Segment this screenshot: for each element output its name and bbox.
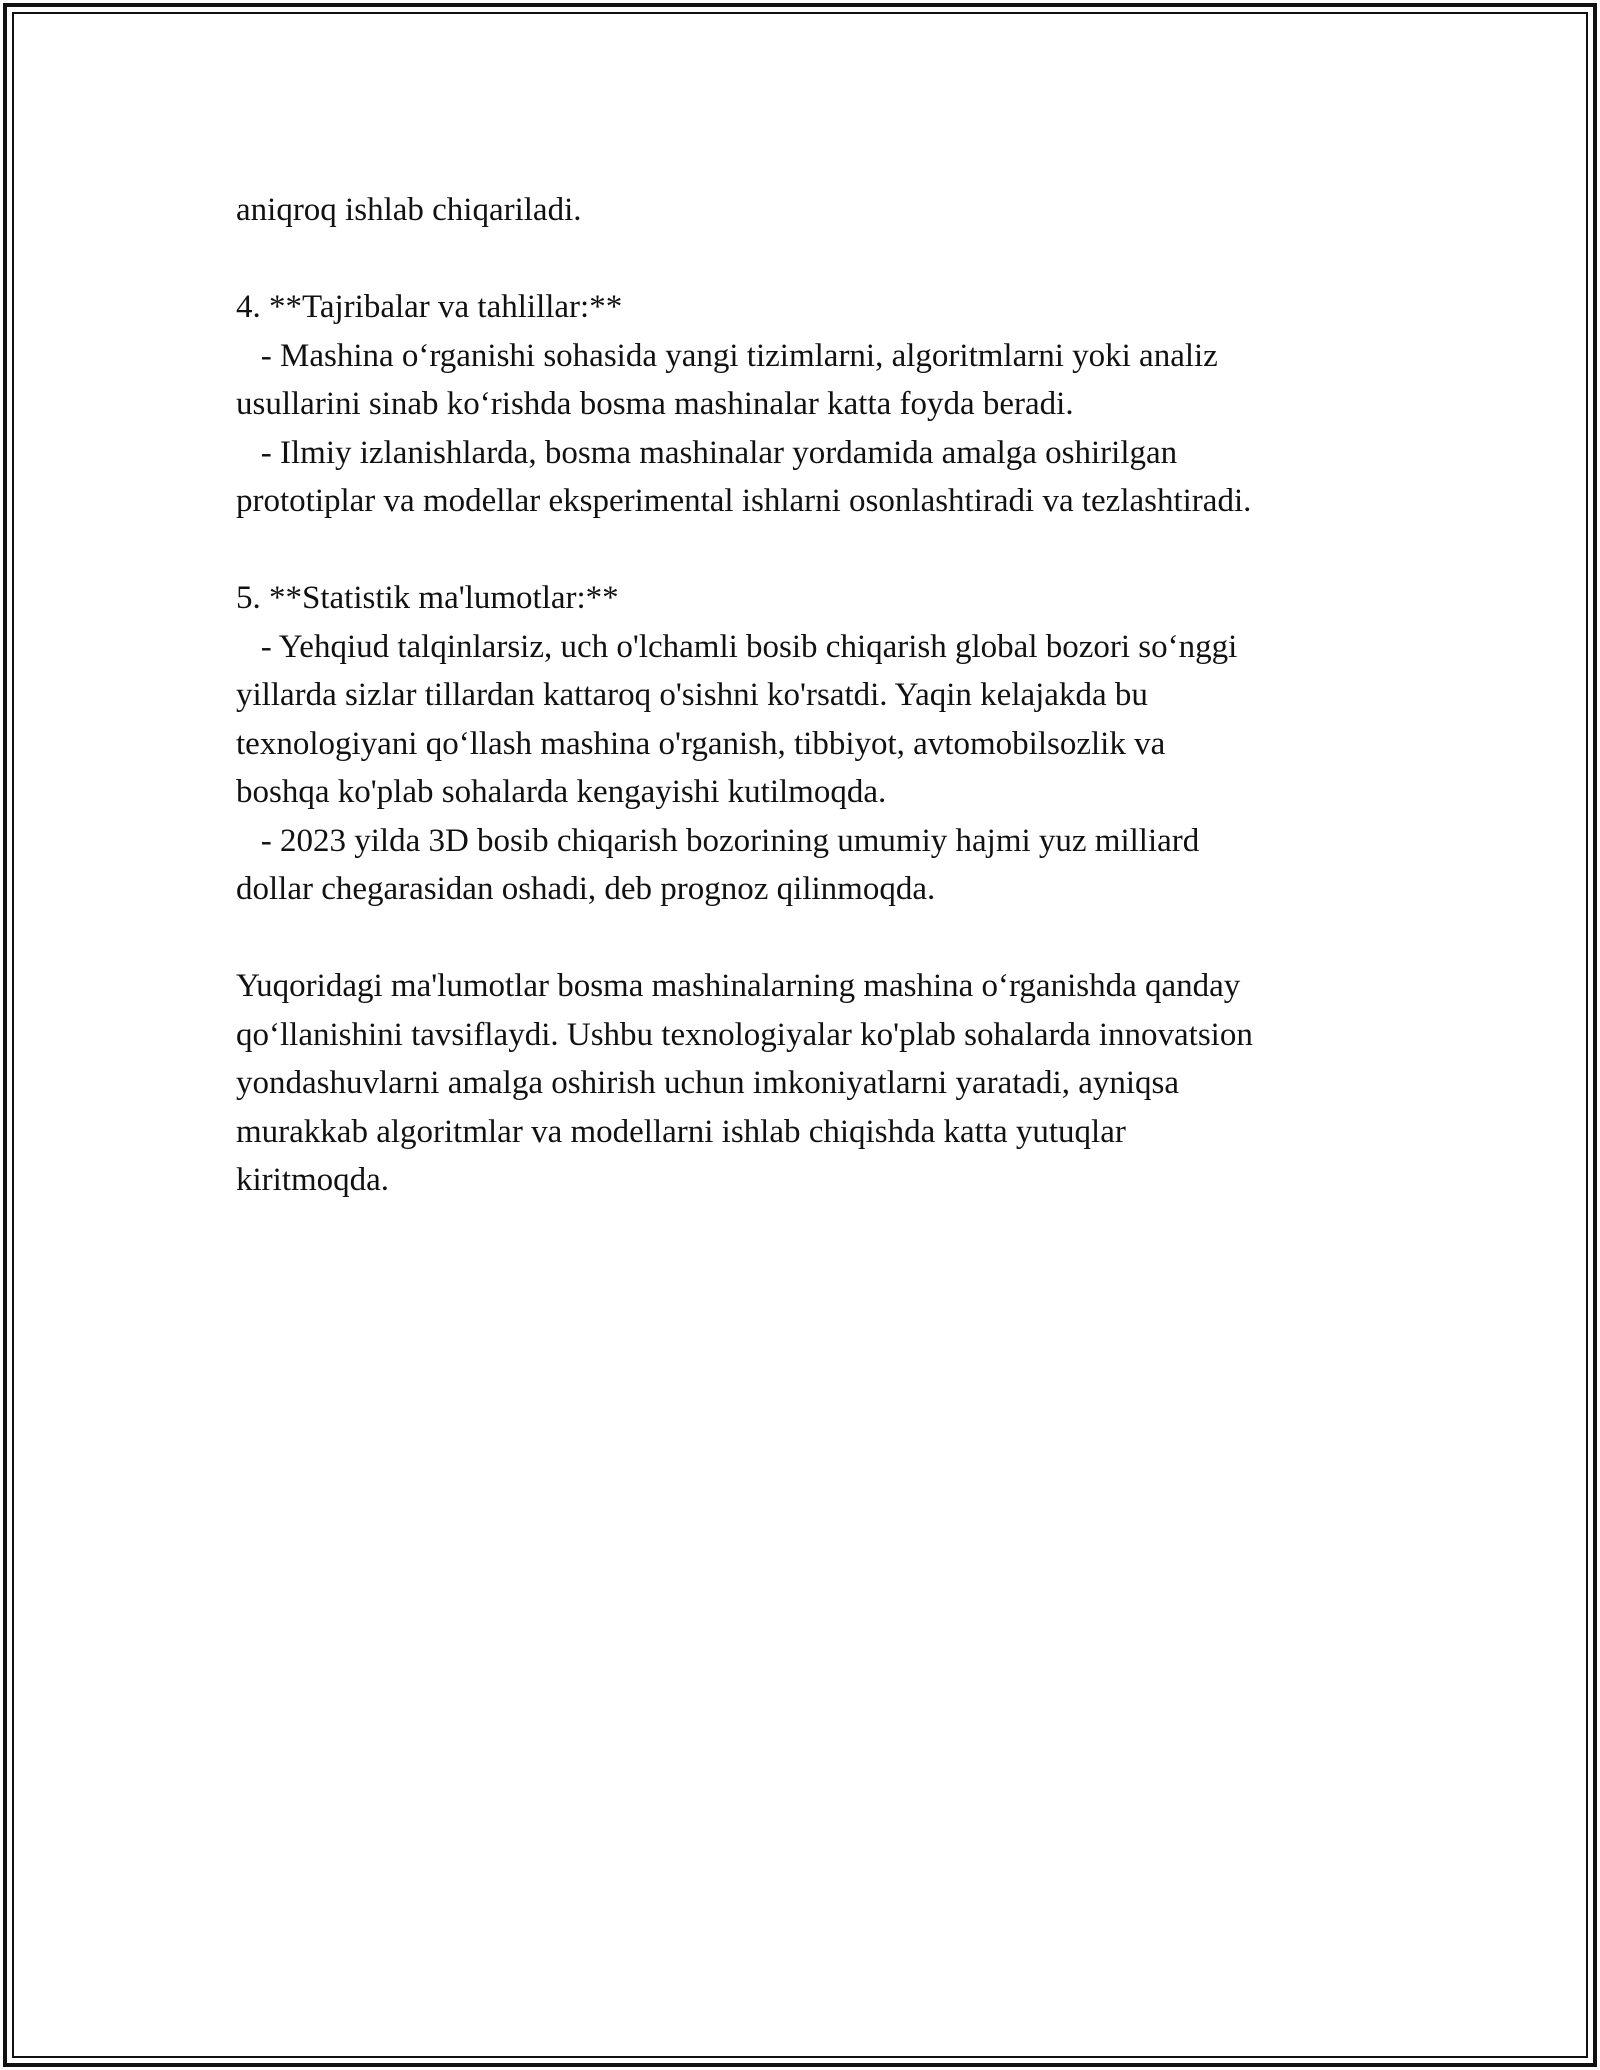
conclusion-line: murakkab algoritmlar va modellarni ishlab chiqishda katta yutuqlar bbox=[236, 1113, 1126, 1150]
section-4-heading: 4. **Tajribalar va tahlillar:** bbox=[236, 289, 623, 325]
paragraph-gap bbox=[236, 914, 1386, 963]
conclusion-line: kiritmoqda. bbox=[236, 1162, 390, 1198]
section-4-line: - Ilmiy izlanishlarda, bosma mashinalar yordamida amalga oshirilgan bbox=[236, 434, 1178, 471]
section-4-line: usullarini sinab ko‘rishda bosma mashinalar katta foyda beradi. bbox=[236, 386, 1074, 422]
section-5-heading: 5. **Statistik ma'lumotlar:** bbox=[236, 580, 619, 616]
section-5-line: dollar chegarasidan oshadi, deb prognoz qilinmoqda. bbox=[236, 871, 936, 907]
conclusion-line: yondashuvlarni amalga oshirish uchun imkoniyatlarni yaratadi, ayniqsa bbox=[236, 1065, 1180, 1101]
paragraph-gap bbox=[236, 235, 1386, 284]
section-4-line: - Mashina o‘rganishi sohasida yangi tizimlarni, algoritmlarni yoki analiz bbox=[236, 337, 1218, 374]
section-5-line: - Yehqiud talqinlarsiz, uch o'lchamli bosib chiqarish global bozori so‘nggi bbox=[236, 628, 1238, 665]
section-5-line: - 2023 yilda 3D bosib chiqarish bozorining umumiy hajmi yuz milliard bbox=[236, 822, 1200, 859]
section-5-line: texnologiyani qo‘llash mashina o'rganish, tibbiyot, avtomobilsozlik va bbox=[236, 725, 1166, 762]
intro-tail-text: aniqroq ishlab chiqariladi. bbox=[236, 192, 582, 228]
section-5-line: boshqa ko'plab sohalarda kengayishi kutilmoqda. bbox=[236, 774, 887, 810]
document-body bbox=[236, 186, 1386, 1205]
paragraph-gap bbox=[236, 526, 1386, 575]
section-5-line: yillarda sizlar tillardan kattaroq o'sishni ko'rsatdi. Yaqin kelajakda bu bbox=[236, 677, 1148, 713]
section-4-line: prototiplar va modellar eksperimental ishlarni osonlashtiradi va tezlashtiradi. bbox=[236, 483, 1252, 519]
conclusion-line: qo‘llanishini tavsiflaydi. Ushbu texnologiyalar ko'plab sohalarda innovatsion bbox=[236, 1016, 1253, 1053]
conclusion-line: Yuqoridagi ma'lumotlar bosma mashinalarning mashina o‘rganishda qanday bbox=[236, 968, 1241, 1004]
